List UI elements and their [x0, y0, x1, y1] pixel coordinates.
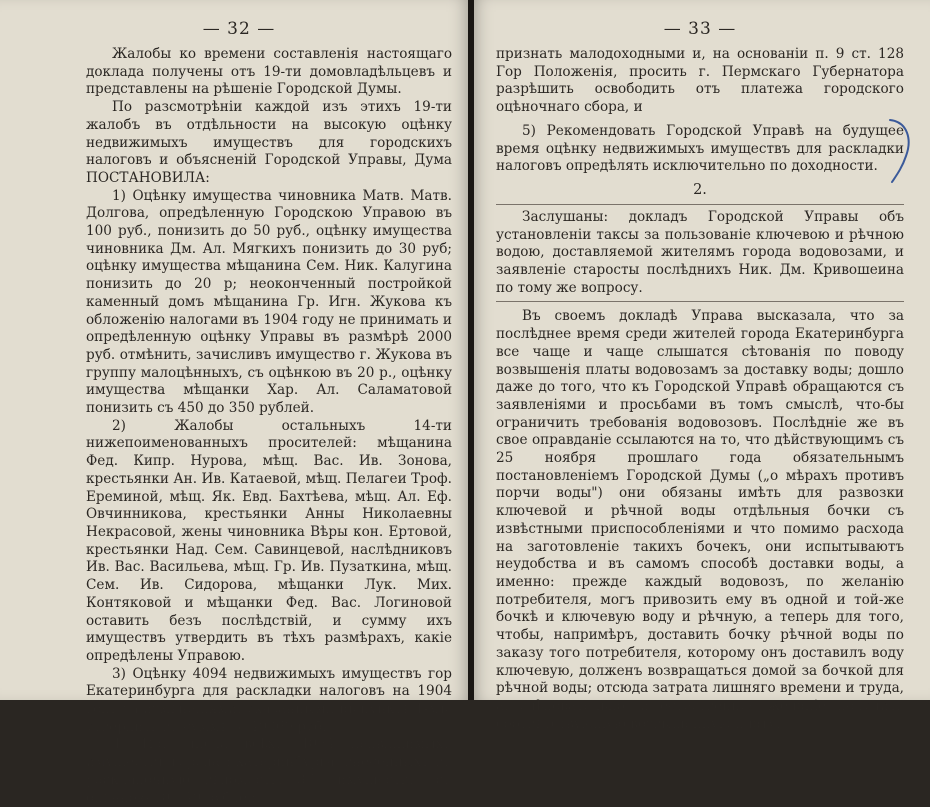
divider: [496, 301, 904, 302]
pencil-mark-icon: [886, 116, 916, 186]
paragraph: Заслушаны: докладъ Городской Управы объ установленіи таксы за пользованіе ключевою и рѣчною водою, доставляемой жителямъ города водовозами, и заявленіе старосты послѣднихъ Ник. Дм. Кривошеина по тому же вопросу.: [496, 208, 904, 296]
paragraph: 2) Жалобы остальныхъ 14-ти нижепоименованныхъ просителей: мѣщанина Фед. Кипр. Нурова, мѣщ. Вас. Ив. Зонова, крестьянки Ан. Ив. Катаевой, мѣщ. Пелагеи Троф. Ереминой, мѣщ. Як. Евд. Бахтѣева, мѣщ. Ал. Еф. Овчинникова, крестьянки Анны Николаевны Некрасовой, жены чиновника Вѣры кон. Ертовой, крестьянки Над. Сем. Савинцевой, наслѣдниковъ Ив. Вас. Васильева, мѣщ. Гр. Ив. Пузаткина, мѣщ. Сем. Ив. Сидорова, мѣщанки Лук. Мих. Контяковой и мѣщанки Фед. Вас. Логиновой оставить безъ послѣдствій, и сумму ихъ имуществъ утвердить въ тѣхъ размѣрахъ, какіе опредѣлены Управою.: [86, 417, 452, 664]
page-number: — 33 —: [663, 19, 737, 39]
paragraph: По разсмотрѣніи каждой изъ этихъ 19-ти жалобъ въ отдѣльности на высокую оцѣнку недвижимыхъ имуществъ для городскихъ налоговъ и объясненій Городской Управы, Дума ПОСТАНОВИЛА:: [86, 99, 452, 186]
paragraph: Жалобы ко времени составленія настоящаго доклада получены отъ 19-ти домовладѣльцевъ и представлены на рѣшеніе Городской Думы.: [86, 46, 452, 98]
page-number: — 32 —: [202, 19, 276, 39]
divider: [496, 204, 904, 205]
paragraph: признать малодоходными и, на основаніи п. 9 ст. 128 Гор Положенія, просить г. Пермскаго Губернатора разрѣшить освободить отъ платежа городского оцѣночнаго сбора, и: [496, 46, 904, 116]
right-page-text: [496, 46, 904, 733]
left-page-text: [86, 46, 452, 807]
paragraph: 4) Изъ числа всѣхъ 4094 недвижимыхъ имуществъ города Екатеринбурга, внесенныхъ въ раскладочную вѣдомость, 377 имуществъ, съ оцѣнкою 10—40 рублей,: [86, 736, 452, 806]
paragraph: Въ своемъ докладѣ Управа высказала, что за послѣднее время среди жителей города Екатеринбурга все чаще и чаще слышатся сѣтованія по поводу возвышенія платы водовозамъ за доставку воды; дошло даже до того, что къ Городской Управѣ обращаются съ заявленіями и просьбами въ томъ смыслѣ, что-бы ограничить требованія водовозовъ. Послѣдніе же въ свое оправданіе ссылаются на то, что дѣйствующимъ съ 25 ноября прошлаго года обязательнымъ постановленіемъ Городской Думы („о мѣрахъ противъ порчи воды") они обязаны имѣть для развозки ключевой и рѣчной воды отдѣльныя бочки съ извѣстными приспособленіями и что помимо расхода на заготовленіе такихъ бочекъ, они испытываютъ неудобства и въ самомъ способѣ доставки воды, а именно: прежде каждый водовозъ, по желанію потребителя, могъ привозить ему въ одной и той-же бочкѣ и ключевую воду и рѣчную, а теперь для того, чтобы, напримѣръ, доставить бочку рѣчной воды по заказу того потребителя, которому онъ доставилъ воду ключевую, долженъ возвращаться домой за бочкой для рѣчной воды; отсюда затрата лишняго времени и труда, а, слѣдовательно, и естественное желаніе получить соотвѣтствующую возвышенную плату.: [496, 308, 904, 732]
right-page: [474, 0, 930, 732]
section-number: 2.: [693, 181, 707, 198]
paragraph: 5) Рекомендовать Городской Управѣ на будущее время оцѣнку недвижимыхъ имуществъ для раскладки налоговъ опредѣлять исключительно по доходности.: [496, 122, 904, 175]
paragraph: 3) Оцѣнку 4094 недвижимыхъ имуществъ гор Екатеринбурга для раскладки налоговъ на 1904 годъ за измѣненіями, указанными въ пунктѣ 1-мъ, утвердить въ суммѣ 3740060 руб.: [86, 665, 452, 735]
paragraph: 1) Оцѣнку имущества чиновника Матв. Матв. Долгова, опредѣленную Городскою Управою въ 100 руб., понизить до 50 руб., оцѣнку имущества чиновника Дм. Ал. Мягкихъ понизить до 30 руб; оцѣнку имущества мѣщанина Сем. Ник. Калугина понизить до 20 р; неоконченный постройкой каменный домъ мѣщанина Гр. Игн. Жукова къ обложенію налогами въ 1904 году не принимать и опредѣленную оцѣнку Управы въ размѣрѣ 2000 руб. отмѣнить, зачисливъ имущество г. Жукова въ группу малоцѣнныхъ, съ оцѣнкою въ 20 р., оцѣнку имущества мѣщанки Хар. Ал. Саламатовой понизить съ 450 до 350 рублей.: [86, 187, 452, 417]
